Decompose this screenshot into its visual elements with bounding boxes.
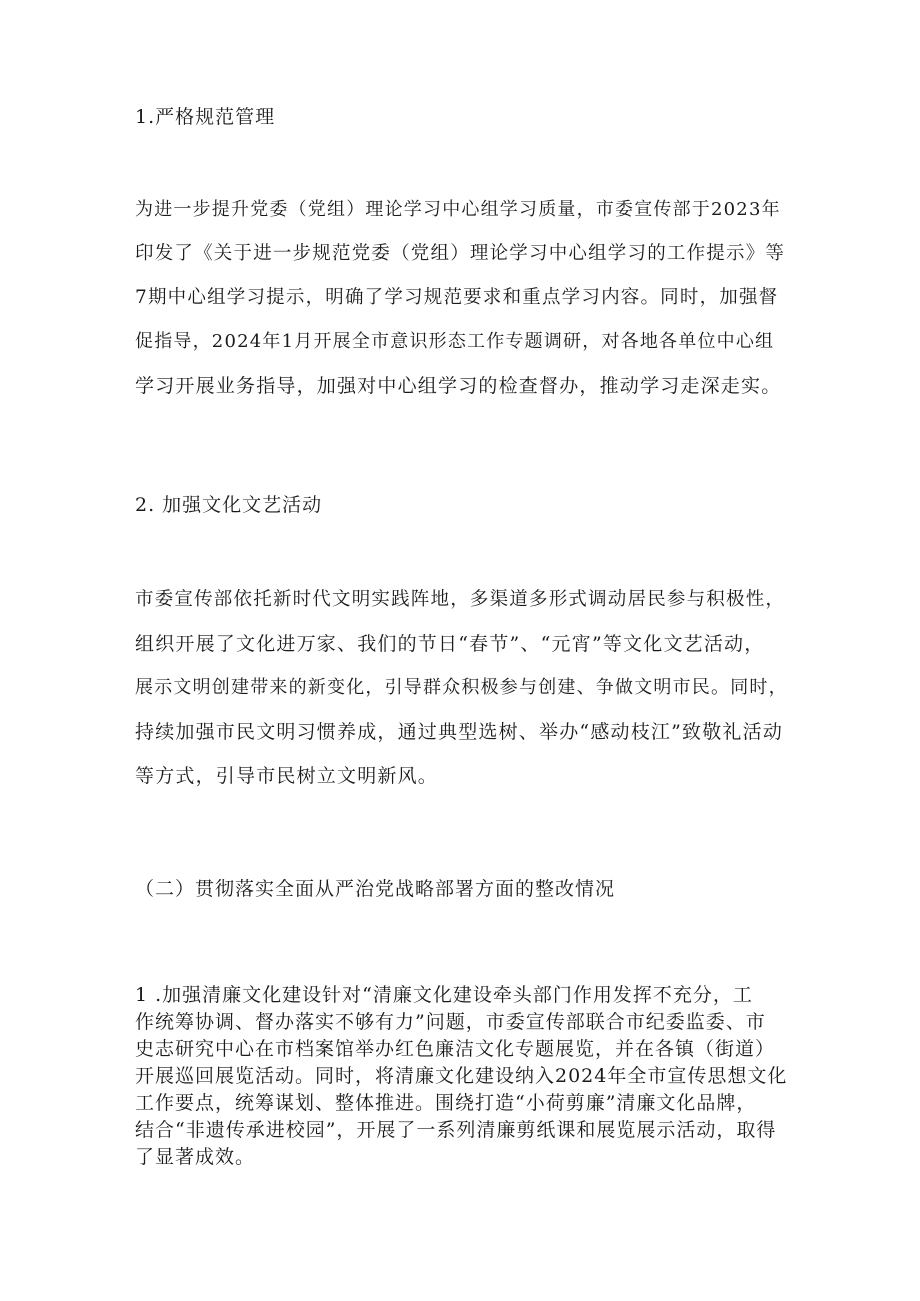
paragraph-line: 为进一步提升党委（党组）理论学习中心组学习质量，市委宣传部于2023年 <box>135 199 781 220</box>
paragraph-line: 作统筹协调、督办落实不够有力”问题，市委宣传部联合市纪委监委、市 <box>135 1011 766 1033</box>
paragraph-line: 工作要点，统筹谋划、整体推进。围绕打造“小荷剪廉”清廉文化品牌， <box>135 1092 757 1114</box>
section-heading-3: （二）贯彻落实全面从严治党战略部署方面的整改情况 <box>135 878 616 900</box>
paragraph-line: 印发了《关于进一步规范党委（党组）理论学习中心组学习的工作提示》等 <box>135 243 786 264</box>
section-paragraph-2 <box>135 578 790 798</box>
paragraph-line: 史志研究中心在市档案馆举办红色廉洁文化专题展览，并在各镇（街道） <box>135 1038 776 1060</box>
paragraph-line: 等方式，引导市民树立文明新风。 <box>135 765 439 787</box>
paragraph-line: 了显著成效。 <box>135 1146 256 1168</box>
paragraph-line: 促指导，2024年1月开展全市意识形态工作专题调研，对各地各单位中心组 <box>135 331 775 352</box>
paragraph-line: 市委宣传部依托新时代文明实践阵地，多渠道多形式调动居民参与积极性， <box>135 589 786 610</box>
section-heading-1: 1.严格规范管理 <box>135 106 276 128</box>
paragraph-line: 展示文明创建带来的新变化，引导群众积极参与创建、争做文明市民。同时， <box>135 677 788 698</box>
paragraph-line: 持续加强市民文明习惯养成，通过典型选树、举办“感动枝江”致敬礼活动 <box>135 721 784 743</box>
paragraph-line: 学习开展业务指导，加强对中心组学习的检查督办，推动学习走深走实。 <box>135 375 782 397</box>
paragraph-line: 组织开展了文化进万家、我们的节日“春节”、“元宵”等文化文艺活动， <box>135 633 765 655</box>
paragraph-line: 结合“非遗传承进校园”，开展了一系列清廉剪纸课和展览展示活动，取得 <box>135 1119 777 1141</box>
paragraph-line: 开展巡回展览活动。同时，将清廉文化建设纳入2024年全市宣传思想文化 <box>135 1065 788 1087</box>
paragraph-line: 7期中心组学习提示，明确了学习规范要求和重点学习内容。同时，加强督 <box>135 287 779 308</box>
section-heading-2: 2. 加强文化文艺活动 <box>135 494 323 516</box>
paragraph-line: 1 .加强清廉文化建设针对“清廉文化建设牵头部门作用发挥不充分，工 <box>135 984 753 1006</box>
section-paragraph-1 <box>135 188 790 408</box>
section-paragraph-3 <box>135 982 790 1171</box>
